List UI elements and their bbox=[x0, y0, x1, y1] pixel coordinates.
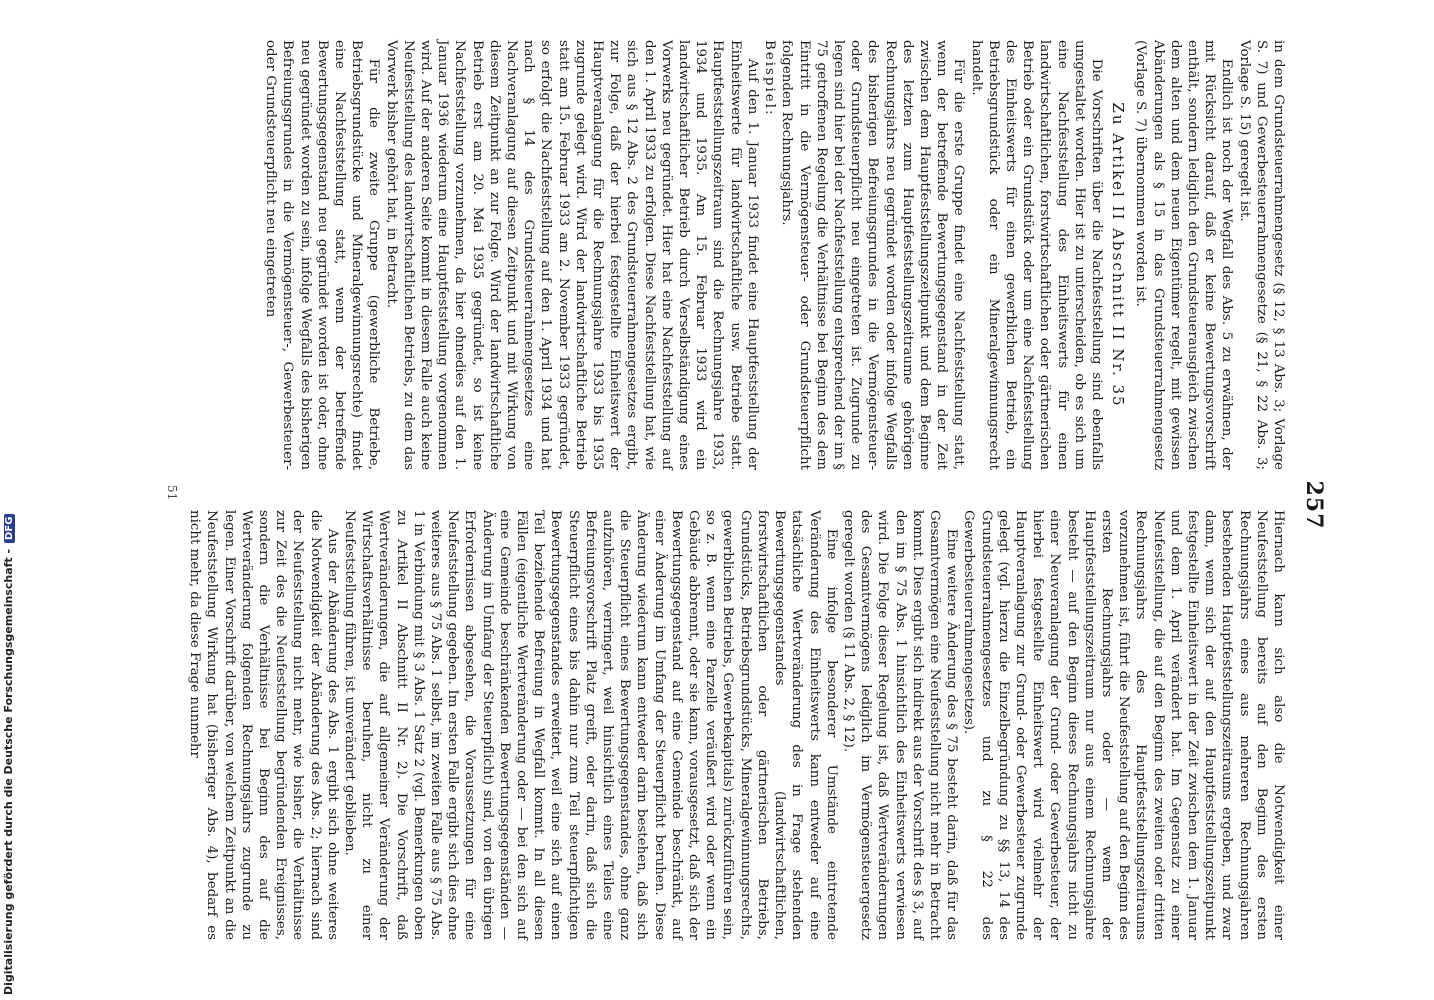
paragraph: Eine infolge besonderer Umstände eintretende Veränderung des Einheitswerts kann entweder auf eine tatsächliche Wertveränderung des in Frage stehenden Bewertungsgegenstandes (landwirtschaftlichen, forstwirtschaftlichen oder gärtnerischen Betriebs, Grundstücks, Betriebsgrundstücks, Mineralgewinnungsrechts, gewerblichen Betriebs, Gewerbekapitals) zurückzuführen sein, so z. B. wenn eine Parzelle veräußert wird oder wenn ein Gebäude abbrennt, oder sie kann, vorausgesetzt, daß sich der Bewertungsgegenstand auf eine Gemeinde beschränkt, auf einer Änderung im Umfang der Steuerpflicht beruhen. Diese Änderung wiederum kann entweder darin bestehen, daß sich die Steuerpflicht eines Bewertungsgegenstandes, ohne ganz aufzuhören, verringert, weil hinsichtlich eines Teiles eine Befreiungsvorschrift Platz greift, oder darin, daß sich die Steuerpflicht eines bis dahin nur zum Teil steuerpflichtigen Bewertungsgegenstandes erweitert, weil eine sich auf einen Teil beziehende Befreiung in Wegfall kommt. In all diesen Fällen (eigentliche Wertveränderung oder — bei den sich auf eine Gemeinde beschränkenden Bewertungsgegenständen — Änderung im Umfang der Steuerpflicht) sind, von den übrigen Erfordernissen abgesehen, die Voraussetzungen für eine Neufeststellung gegeben. Im ersten Falle ergibt sich dies ohne weiteres aus § 75 Abs. 1 selbst, im zweiten Falle aus § 75 Abs. 1 in Verbindung mit § 3 Abs. 1 Satz 2 (vgl. Bemerkungen oben zu Artikel II Abschnitt II Nr. 2). Die Vorschrift, daß Wertveränderungen, die auf allgemeiner Veränderung der Wirtschaftsverhältnisse beruhen, nicht zu einer Neufeststellung führen, ist unverändert geblieben. bbox=[342, 510, 839, 940]
signature-mark: 51 bbox=[165, 485, 179, 501]
paragraph: Beispiel: bbox=[762, 40, 778, 117]
paragraph: Endlich ist noch der Wegfall des Abs. 5 zu erwähnen, der mit Rücksicht darauf, daß er keine Bewertungsvorschrift enthält, sondern lediglich den Grundsteuerausgleich zwischen dem alten und dem neuen Eigentümer regelt, mit gewissen Abänderungen als § 15 in das Grundsteuerrahmengesetz (Vorlage S. 7) übernommen worden ist. bbox=[1133, 40, 1235, 470]
page-number: 257 bbox=[1301, 480, 1327, 530]
paragraph: Die Vorschriften über die Nachfeststellung sind ebenfalls umgestaltet worden. Hier ist zu unterscheiden, ob es sich um eine Nachfeststellung des Einheitswerts für einen landwirtschaftlichen, forstwirtschaftlichen oder gärtnerischen Betrieb oder ein Grundstück oder um eine Nachfeststellung des Einheitswerts für einen gewerblichen Betrieb, ein Betriebsgrundstück oder ein Mineralgewinnungsrecht handelt. bbox=[968, 40, 1104, 470]
paragraph: Auf den 1. Januar 1933 findet eine Hauptfeststellung der Einheitswerte für landwirtschaftliche usw. Betriebe statt. Hauptfeststellungszeitraum sind die Rechnungsjahre 1933, 1934 und 1935. Am 15. Februar 1933 wird ein landwirtschaftlicher Betrieb durch Verselbständigung eines Vorwerks neu gegründet. Hier hat eine Nachfeststellung auf den 1. April 1933 zu erfolgen. Diese Nachfeststellung hat, wie sich aus § 12 Abs. 2 des Grundsteuerrahmengesetzes ergibt, zur Folge, daß der hierbei festgestellte Einheitswert der Hauptveranlagung für die Rechnungsjahre 1933 bis 1935 zugrunde gelegt wird. Wird der landwirtschaftliche Betrieb statt am 15. Februar 1933 am 2. November 1933 gegründet, so erfolgt die Nachfeststellung auf den 1. April 1934 und hat nach § 14 des Grundsteuerrahmengesetzes eine Nachveranlagung auf diesen Zeitpunkt und mit Wirkung von diesem Zeitpunkt an zur Folge. Wird der landwirtschaftliche Betrieb erst am 20. Mai 1935 gegründet, so ist keine Nachfeststellung vorzunehmen, da hier ohnedies auf den 1. Januar 1936 wiederum eine Hauptfeststellung vorgenommen wird. Auf der anderen Seite kommt in diesem Falle auch keine Neufeststellung des landwirtschaftlichen Betriebs, zu dem das Vorwerk bisher gehört hat, in Betracht. bbox=[383, 40, 760, 470]
paragraph: Für die erste Gruppe findet eine Nachfeststellung statt, wenn der betreffende Bewertungsgegenstand in der Zeit zwischen dem Hauptfeststellungszeitpunkt und dem Beginne des letzten zum Hauptfeststellungszeitraume gehörigen Rechnungsjahrs neu gegründet worden oder infolge Wegfalls des bisherigen Befreiungsgrundes in die Vermögensteuer- oder Grundsteuerpflicht neu eingetreten ist. Zugrunde zu legen sind hier bei der Nachfeststellung entsprechend der im § 75 getroffenen Regelung die Verhältnisse bei Beginn des dem Eintritt in die Vermögensteuer- oder Grundsteuerpflicht folgenden Rechnungsjahrs. bbox=[779, 40, 967, 470]
footer-text: Digitalisierung gefördert durch die Deutsche Forschungsgemeinschaft - bbox=[2, 548, 15, 995]
paragraph: Hiernach kann sich also die Notwendigkeit einer Neufeststellung bereits auf den Beginn des ersten Rechnungsjahrs eines aus mehreren Rechnungsjahren bestehenden Hauptfeststellungszeitraums ergeben, und zwar dann, wenn sich der auf den Hauptfeststellungszeitpunkt festgestellte Einheitswert in der Zeit zwischen dem 1. Januar und dem 1. April verändert hat. Im Gegensatz zu einer Neufeststellung, die auf den Beginn des zweiten oder dritten Rechnungsjahrs des Hauptfeststellungszeitraums vorzunehmen ist, führt die Neufeststellung auf den Beginn des ersten Rechnungsjahrs oder — wenn der Hauptfeststellungszeitraum nur aus einem Rechnungsjahre besteht — auf den Beginn dieses Rechnungsjahrs nicht zu einer Neuveranlagung der Grund- oder Gewerbesteuer, der hierbei festgestellte Einheitswert wird vielmehr der Hauptveranlagung zur Grund- oder Gewerbesteuer zugrunde gelegt (vgl. hierzu die Einzelbegründung zu §§ 13, 14 des Grundsteuerrahmengesetzes und zu § 22 des Gewerbesteuerrahmengesetzes). bbox=[961, 510, 1286, 940]
section-heading: Zu Artikel II Abschnitt II Nr. 35 bbox=[1109, 102, 1128, 408]
dfg-logo: DFG bbox=[4, 514, 15, 543]
paragraph: Eine weitere Änderung des § 75 besteht darin, daß für das Gesamtvermögen eine Neufeststellung nicht mehr in Betracht kommt. Dies ergibt sich indirekt aus der Vorschrift des § 3, auf den im § 75 Abs. 1 hinsichtlich des Einheitswerts verwiesen wird. Die Folge dieser Regelung ist, daß Wertveränderungen des Gesamtvermögens lediglich im Vermögensteuergesetz geregelt worden (§ 11 Abs. 2, § 12). bbox=[840, 510, 960, 940]
paragraph: in dem Grundsteuerrahmengesetz (§ 12, § 13 Abs. 3; Vorlage S. 7) und Gewerbesteuerrahmengesetze (§ 21, § 22 Abs. 3; Vorlage S. 15) geregelt ist. bbox=[1236, 40, 1286, 470]
text-column-left bbox=[262, 40, 1287, 470]
paragraph: Für die zweite Gruppe (gewerbliche Betriebe, Betriebsgrundstücke und Mineralgewinnungsrechte) findet eine Nachfeststellung statt, wenn der betreffende Bewertungsgegenstand neu gegründet worden ist oder, ohne neu gegründet worden zu sein, infolge Wegfalls des bisherigen Befreiungsgrundes in die Vermögensteuer-, Gewerbesteuer- oder Grundsteuerpflicht neu eingetreten bbox=[263, 40, 382, 470]
digitization-footer bbox=[2, 0, 20, 995]
text-column-right bbox=[186, 510, 1287, 940]
paragraph: Aus der Abänderung des Abs. 1 ergibt sich ohne weiteres die Notwendigkeit der Abänderung des Abs. 2; hiernach sind der Neufeststellung nicht mehr, wie bisher, die Verhältnisse zur Zeit des die Neufeststellung begründenden Ereignisses, sondern die Verhältnisse bei Beginn des auf die Wertveränderung folgenden Rechnungsjahrs zugrunde zu legen. Einer Vorschrift darüber, von welchem Zeitpunkt an die Neufeststellung Wirkung hat (bisheriger Abs. 4), bedarf es nicht mehr, da diese Frage nunmehr bbox=[187, 510, 340, 940]
rotated-page bbox=[117, 40, 1327, 970]
